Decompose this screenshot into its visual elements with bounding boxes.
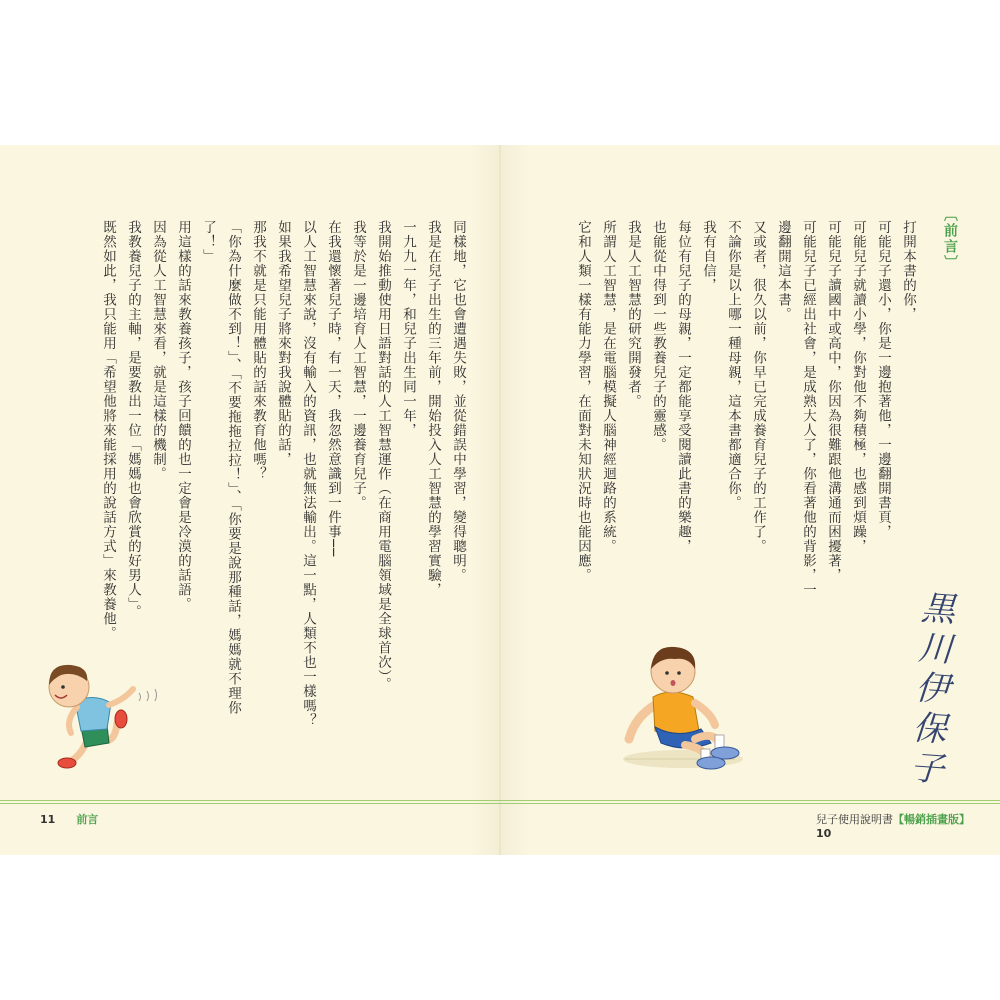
paragraph: 我是在兒子出生的三年前，開始投入人工智慧的學習實驗， <box>425 220 441 597</box>
footer-rule-bottom <box>0 803 1000 804</box>
sitting-boy-illustration <box>615 635 750 775</box>
paragraph: 那我不就是只能用體貼的話來教育他嗎？ <box>250 220 266 481</box>
paragraph: 用這樣的話來教養孩子，孩子回饋的也一定會是冷漠的話語。 <box>175 220 191 612</box>
author-signature: 黒川伊保子 <box>902 588 956 792</box>
book-title: 兒子使用說明書 <box>816 813 893 826</box>
paragraph: 打開本書的你， <box>900 220 916 322</box>
footer-right <box>816 811 1000 840</box>
paragraph: 不論你是以上哪一種母親，這本書都適合你。 <box>725 220 741 510</box>
paragraph: 可能兒子已經出社會，是成熟大人了，你看著他的背影，一邊翻開這本書。 <box>775 220 816 597</box>
page-number: 10 <box>816 827 832 840</box>
paragraph: 所謂人工智慧，是在電腦模擬人腦神經迴路的系統。 <box>600 220 616 554</box>
paragraph: 它和人類一樣有能力學習，在面對未知狀況時也能因應。 <box>575 220 591 583</box>
paragraph: 在我還懷著兒子時，有一天，我忽然意識到一件事── <box>325 220 341 558</box>
paragraph: 我是人工智慧的研究開發者。 <box>625 220 641 409</box>
footer-left <box>40 811 98 827</box>
running-boy-illustration <box>35 655 175 780</box>
edition-label: 【暢銷插畫版】 <box>893 813 970 826</box>
paragraph: 每位有兒子的母親，一定都能享受閱讀此書的樂趣， <box>675 220 691 554</box>
section-tag: 〔前言〕 <box>942 207 958 271</box>
paragraph: 因為從人工智慧來看，就是這樣的機制。 <box>150 220 166 481</box>
paragraph: 如果我希望兒子將來對我說體貼的話， <box>275 220 291 467</box>
book-gutter <box>499 145 501 855</box>
paragraph: 我有自信， <box>700 220 716 293</box>
paragraph: 我開始推動使用日語對話的人工智慧運作（在商用電腦領域是全球首次）。 <box>375 220 391 692</box>
paragraph: 我教養兒子的主軸，是要教出一位「媽媽也會欣賞的好男人」。 <box>125 220 141 620</box>
section-name: 前言 <box>76 813 99 826</box>
paragraph: 以人工智慧來說，沒有輸入的資訊，也就無法輸出。這一點，人類不也一樣嗎？ <box>300 220 316 728</box>
paragraph: 一九九一年，和兒子出生同一年， <box>400 220 416 438</box>
paragraph: 可能兒子讀國中或高中，你因為很難跟他溝通而困擾著， <box>825 220 841 583</box>
paragraph: 既然如此，我只能用「希望他將來能採用的說話方式」來教養他。 <box>100 220 116 641</box>
paragraph: 我等於是一邊培育人工智慧，一邊養育兒子。 <box>350 220 366 510</box>
paragraph: 可能兒子就讀小學，你對他不夠積極，也感到煩躁， <box>850 220 866 554</box>
paragraph: 「你為什麼做不到！」、「不要拖拖拉拉！」、「你要是說那種話，媽媽就不理你了！」 <box>200 220 241 715</box>
right-page-body <box>570 220 920 610</box>
paragraph: 可能兒子還小，你是一邊抱著他，一邊翻開書頁， <box>875 220 891 539</box>
paragraph: 也能從中得到一些教養兒子的靈感。 <box>650 220 666 452</box>
page-number: 11 <box>40 813 56 826</box>
paragraph: 同樣地，它也會遭遇失敗，並從錯誤中學習，變得聰明。 <box>450 220 466 583</box>
footer-rule-top <box>0 800 1000 801</box>
paragraph: 又或者，很久以前，你早已完成養育兒子的工作了。 <box>750 220 766 554</box>
